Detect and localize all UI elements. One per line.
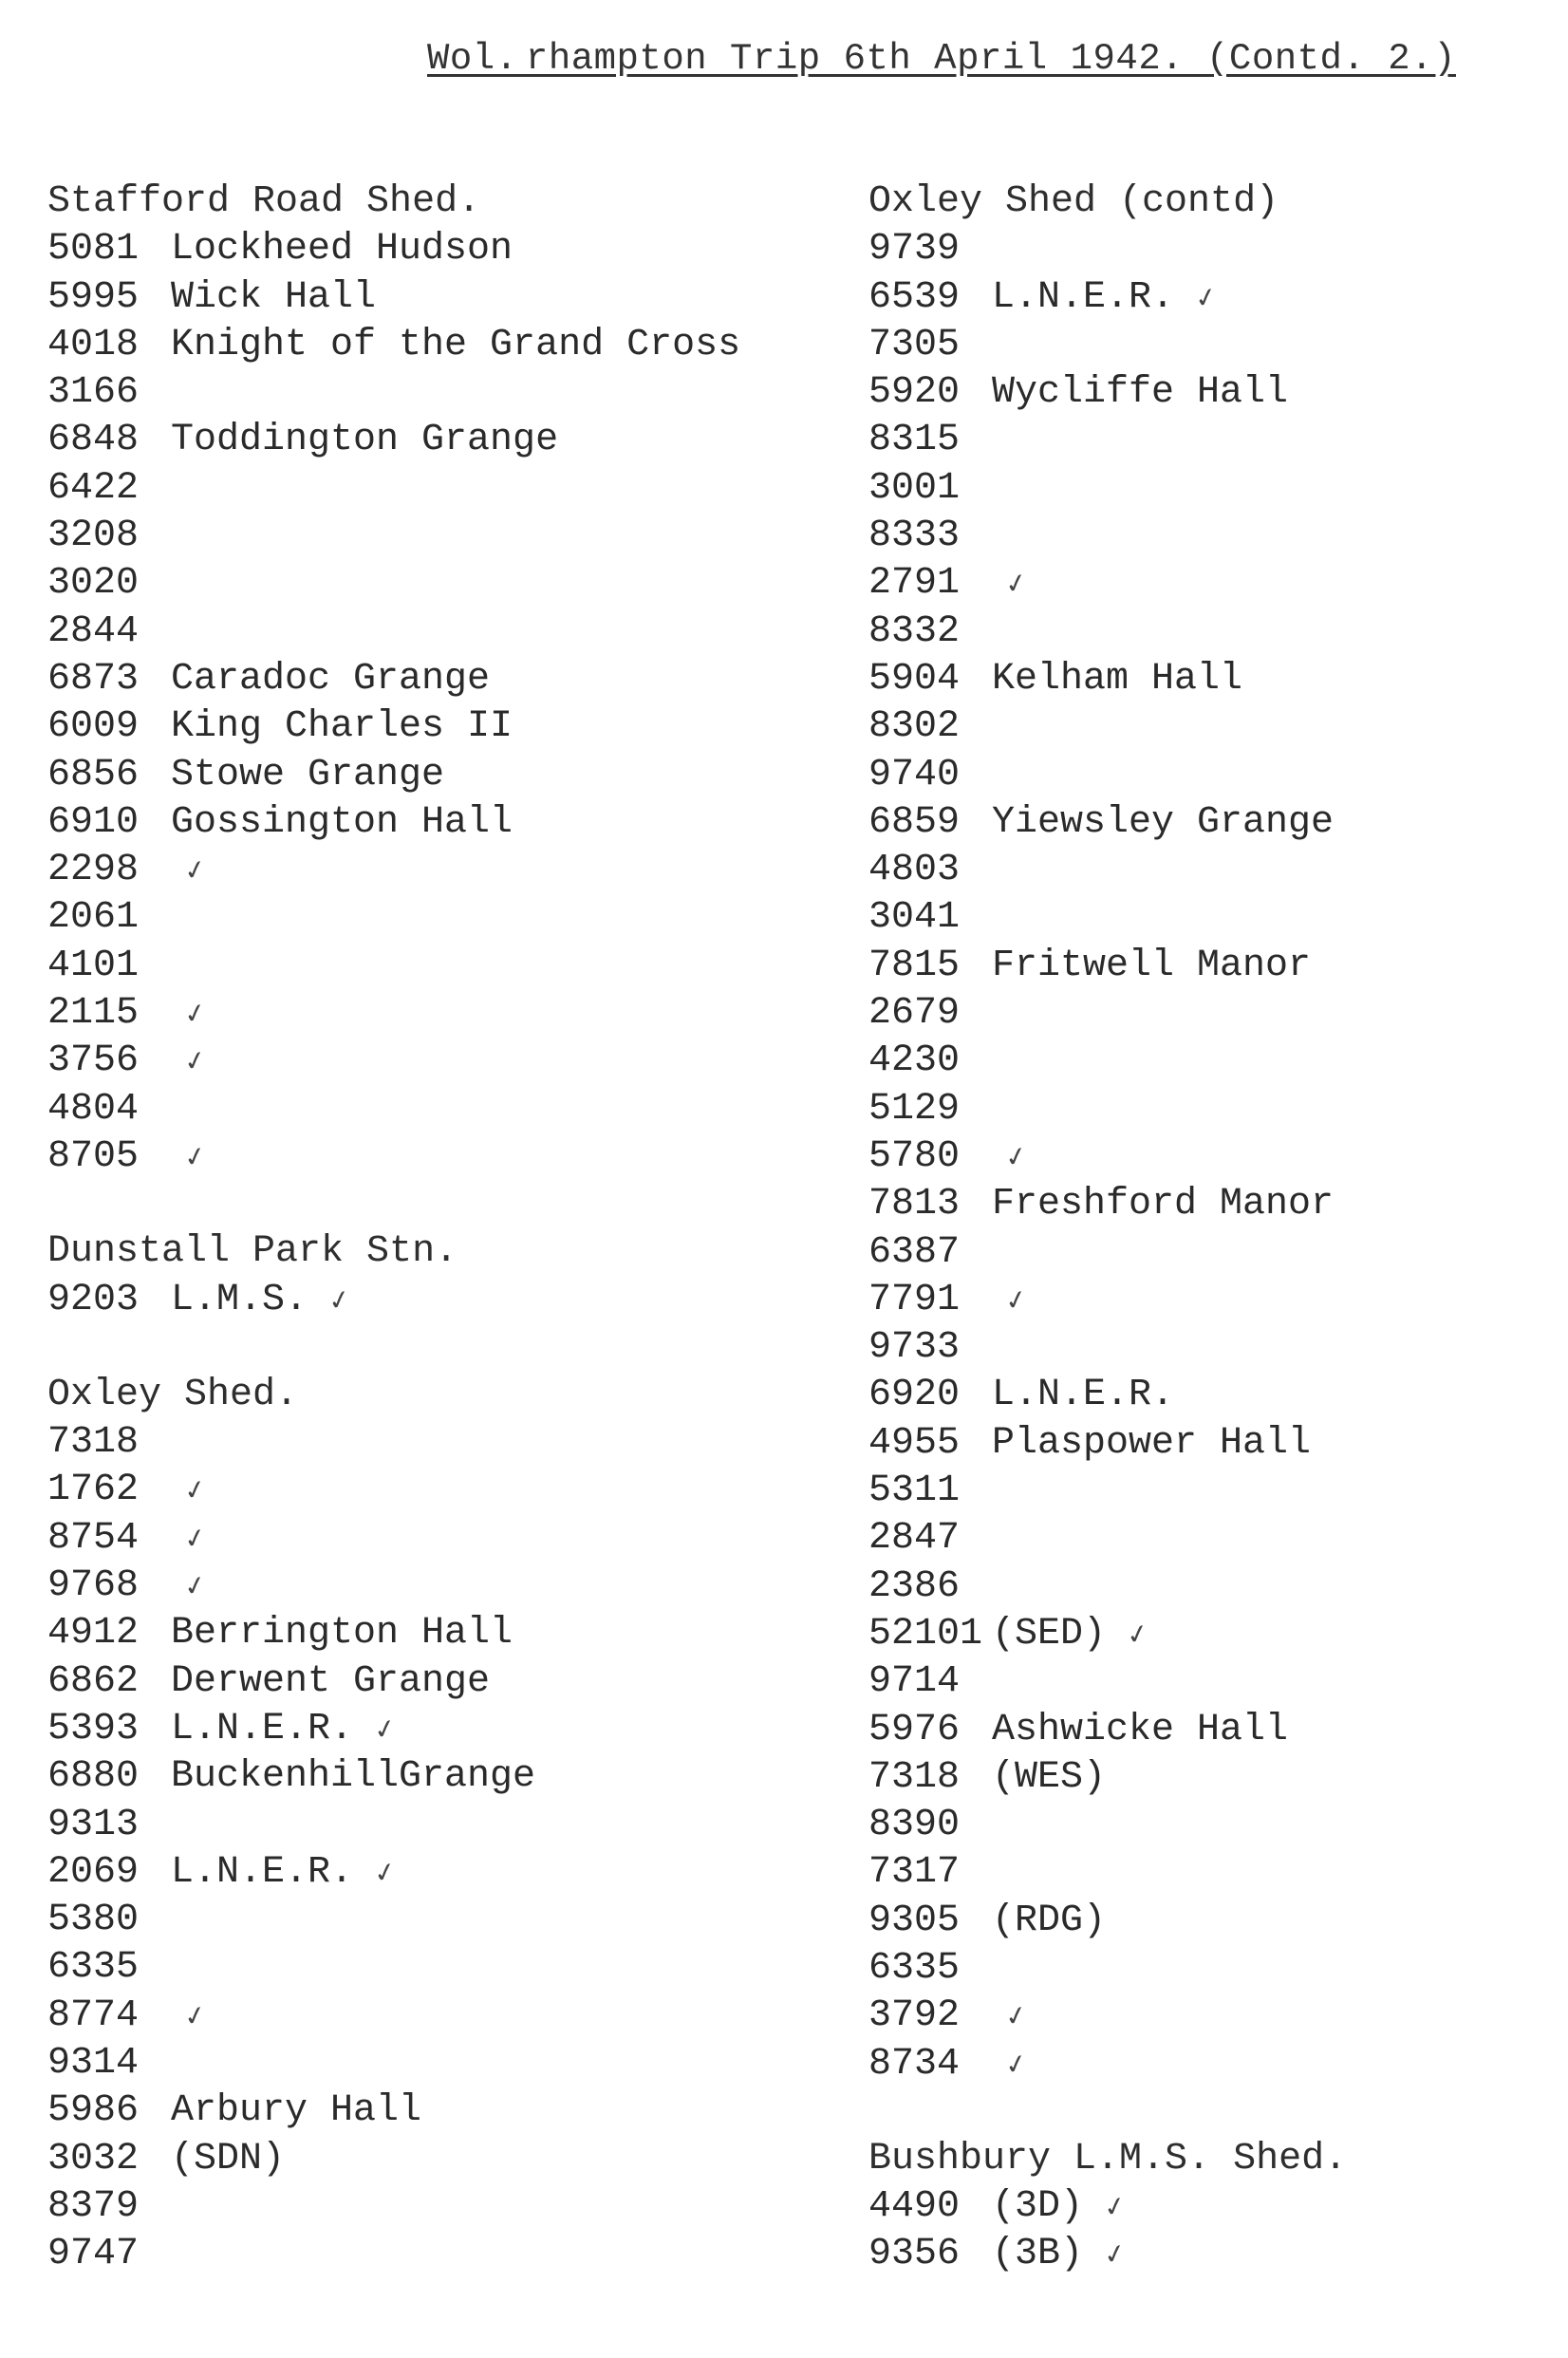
locomotive-entry bbox=[868, 943, 1568, 990]
tick-mark-icon: ✓ bbox=[180, 1567, 210, 1604]
locomotive-number: 2298 bbox=[47, 849, 140, 892]
locomotive-name: Freshford Manor bbox=[992, 1183, 1335, 1226]
locomotive-entry bbox=[868, 369, 1568, 417]
locomotive-number: 1762 bbox=[47, 1469, 140, 1512]
locomotive-entry bbox=[868, 465, 1568, 513]
locomotive-name: Toddington Grange bbox=[171, 419, 559, 462]
section-heading: Oxley Shed (contd) bbox=[868, 180, 1279, 223]
locomotive-number: 7815 bbox=[868, 944, 961, 987]
locomotive-number: 3792 bbox=[868, 1994, 961, 2038]
tick-mark-icon: ✓ bbox=[1001, 1138, 1031, 1175]
locomotive-entry bbox=[868, 656, 1568, 703]
locomotive-number: 6859 bbox=[868, 800, 961, 844]
tick-mark-icon: ✓ bbox=[370, 1854, 400, 1890]
locomotive-entry bbox=[47, 2087, 788, 2135]
locomotive-name: L.N.E.R. bbox=[171, 1707, 354, 1750]
tick-mark-icon: ✓ bbox=[180, 1520, 210, 1556]
locomotive-number: 5904 bbox=[868, 657, 961, 701]
locomotive-number: 9305 bbox=[868, 1899, 961, 1942]
locomotive-name: L.N.E.R. bbox=[171, 1850, 354, 1894]
locomotive-number: 4955 bbox=[868, 1421, 961, 1465]
locomotive-number: 5995 bbox=[47, 275, 140, 319]
locomotive-name: (3D) bbox=[992, 2185, 1084, 2229]
locomotive-number: 6335 bbox=[47, 1946, 140, 1990]
locomotive-number: 7813 bbox=[868, 1183, 961, 1226]
locomotive-name: Plaspower Hall bbox=[992, 1421, 1312, 1465]
locomotive-number: 2844 bbox=[47, 609, 140, 653]
locomotive-entry bbox=[47, 1038, 788, 1085]
locomotive-entry bbox=[868, 274, 1568, 322]
locomotive-number: 8315 bbox=[868, 419, 961, 462]
locomotive-entry bbox=[868, 2183, 1568, 2231]
locomotive-entry bbox=[47, 1610, 788, 1657]
locomotive-entry bbox=[868, 513, 1568, 560]
tick-mark-icon: ✓ bbox=[1001, 2046, 1031, 2082]
locomotive-entry bbox=[868, 1993, 1568, 2040]
locomotive-entry bbox=[868, 1849, 1568, 1897]
locomotive-number: 4490 bbox=[868, 2185, 961, 2229]
locomotive-entry bbox=[868, 1658, 1568, 1706]
locomotive-entry bbox=[868, 1802, 1568, 1849]
locomotive-entry bbox=[47, 990, 788, 1038]
locomotive-number: 4804 bbox=[47, 1087, 140, 1131]
locomotive-entry bbox=[868, 1611, 1568, 1658]
locomotive-number: 3041 bbox=[868, 896, 961, 940]
locomotive-number: 7305 bbox=[868, 323, 961, 366]
tick-mark-icon: ✓ bbox=[1191, 279, 1221, 315]
section-heading: Oxley Shed. bbox=[47, 1373, 299, 1416]
locomotive-number: 8754 bbox=[47, 1516, 140, 1560]
right-column bbox=[868, 178, 1568, 2279]
locomotive-number: 3166 bbox=[47, 371, 140, 415]
locomotive-entry bbox=[47, 417, 788, 464]
locomotive-entry bbox=[868, 560, 1568, 608]
locomotive-name: Ashwicke Hall bbox=[992, 1708, 1289, 1751]
locomotive-entry bbox=[47, 369, 788, 417]
locomotive-number: 5081 bbox=[47, 228, 140, 271]
locomotive-entry bbox=[47, 799, 788, 847]
locomotive-name: Wick Hall bbox=[171, 275, 377, 319]
locomotive-number: 52101 bbox=[868, 1612, 983, 1656]
locomotive-entry bbox=[47, 1467, 788, 1514]
locomotive-entry bbox=[47, 752, 788, 799]
locomotive-name: Gossington Hall bbox=[171, 800, 513, 844]
locomotive-name: L.M.S. bbox=[171, 1278, 308, 1321]
locomotive-entry bbox=[47, 1802, 788, 1849]
tick-mark-icon: ✓ bbox=[1001, 1998, 1031, 2034]
section-bushbury-l-m-s-shed bbox=[868, 2136, 1568, 2279]
locomotive-number: 5920 bbox=[868, 371, 961, 415]
tick-mark-icon: ✓ bbox=[180, 852, 210, 889]
locomotive-entry bbox=[868, 847, 1568, 894]
locomotive-name: L.N.E.R. bbox=[992, 1374, 1175, 1417]
locomotive-number: 8302 bbox=[868, 705, 961, 749]
locomotive-number: 4101 bbox=[47, 944, 140, 987]
tick-mark-icon: ✓ bbox=[1001, 566, 1031, 602]
locomotive-number: 6422 bbox=[47, 466, 140, 510]
locomotive-entry bbox=[868, 1324, 1568, 1372]
locomotive-number: 3020 bbox=[47, 562, 140, 606]
locomotive-number: 9313 bbox=[47, 1803, 140, 1846]
locomotive-number: 6856 bbox=[47, 753, 140, 796]
locomotive-entry bbox=[47, 2183, 788, 2231]
locomotive-entry bbox=[868, 1038, 1568, 1085]
locomotive-entry bbox=[47, 2231, 788, 2278]
locomotive-name: (WES) bbox=[992, 1755, 1107, 1799]
locomotive-number: 5129 bbox=[868, 1087, 961, 1131]
locomotive-entry bbox=[47, 560, 788, 608]
section-dunstall-park-stn bbox=[47, 1228, 788, 1324]
locomotive-entry bbox=[868, 1277, 1568, 1324]
locomotive-entry bbox=[868, 1086, 1568, 1133]
locomotive-entry bbox=[868, 1133, 1568, 1181]
locomotive-number: 4912 bbox=[47, 1612, 140, 1656]
locomotive-entry bbox=[47, 2040, 788, 2087]
left-column bbox=[47, 178, 788, 2278]
locomotive-number: 7318 bbox=[868, 1755, 961, 1799]
locomotive-entry bbox=[47, 847, 788, 894]
section-stafford-road-shed bbox=[47, 178, 788, 1181]
locomotive-number: 3756 bbox=[47, 1039, 140, 1083]
locomotive-number: 3032 bbox=[47, 2137, 140, 2180]
locomotive-number: 7318 bbox=[47, 1421, 140, 1465]
locomotive-name: (SED) bbox=[992, 1612, 1107, 1656]
locomotive-number: 5380 bbox=[47, 1899, 140, 1942]
locomotive-number: 9740 bbox=[868, 753, 961, 796]
tick-mark-icon: ✓ bbox=[1100, 2189, 1129, 2225]
locomotive-entry bbox=[47, 894, 788, 942]
locomotive-name: L.N.E.R. bbox=[992, 275, 1175, 319]
locomotive-name: Arbury Hall bbox=[171, 2089, 422, 2133]
locomotive-entry bbox=[868, 894, 1568, 942]
locomotive-entry bbox=[47, 465, 788, 513]
locomotive-number: 8734 bbox=[868, 2042, 961, 2086]
locomotive-entry bbox=[868, 1181, 1568, 1228]
locomotive-entry bbox=[47, 656, 788, 703]
locomotive-number: 6920 bbox=[868, 1374, 961, 1417]
locomotive-entry bbox=[47, 513, 788, 560]
tick-mark-icon: ✓ bbox=[1001, 1282, 1031, 1318]
locomotive-number: 5986 bbox=[47, 2089, 140, 2133]
locomotive-number: 9203 bbox=[47, 1278, 140, 1321]
locomotive-number: 6539 bbox=[868, 275, 961, 319]
locomotive-number: 2386 bbox=[868, 1564, 961, 1608]
locomotive-number: 4230 bbox=[868, 1039, 961, 1083]
tick-mark-icon: ✓ bbox=[325, 1282, 354, 1318]
locomotive-entry bbox=[47, 1086, 788, 1133]
locomotive-name: Kelham Hall bbox=[992, 657, 1243, 701]
page-title: Wol. rhampton Trip 6th April 1942. (Contd. 2.) bbox=[427, 38, 1456, 80]
locomotive-name: (SDN) bbox=[171, 2137, 286, 2180]
locomotive-number: 2847 bbox=[868, 1517, 961, 1561]
locomotive-entry bbox=[47, 1515, 788, 1563]
locomotive-name: (3B) bbox=[992, 2233, 1084, 2276]
locomotive-entry bbox=[47, 1419, 788, 1467]
locomotive-name: King Charles II bbox=[171, 705, 513, 749]
section-oxley-shed bbox=[47, 1372, 788, 2279]
locomotive-number: 8705 bbox=[47, 1134, 140, 1178]
section-oxley-shed-contd bbox=[868, 178, 1568, 2088]
locomotive-entry bbox=[868, 752, 1568, 799]
tick-mark-icon: ✓ bbox=[180, 1997, 210, 2033]
locomotive-number: 8390 bbox=[868, 1804, 961, 1847]
locomotive-number: 2115 bbox=[47, 992, 140, 1036]
tick-mark-icon: ✓ bbox=[1123, 1616, 1152, 1652]
locomotive-name: Caradoc Grange bbox=[171, 657, 491, 701]
locomotive-entry bbox=[47, 608, 788, 656]
locomotive-entry bbox=[47, 1753, 788, 1801]
locomotive-entry bbox=[868, 990, 1568, 1038]
locomotive-entry bbox=[47, 1277, 788, 1324]
locomotive-entry bbox=[47, 274, 788, 322]
locomotive-entry bbox=[868, 322, 1568, 369]
locomotive-entry bbox=[868, 703, 1568, 751]
locomotive-number: 8333 bbox=[868, 515, 961, 558]
locomotive-entry bbox=[868, 1420, 1568, 1468]
locomotive-entry bbox=[47, 1706, 788, 1753]
section-heading: Stafford Road Shed. bbox=[47, 180, 481, 223]
locomotive-number: 9739 bbox=[868, 228, 961, 271]
locomotive-number: 7791 bbox=[868, 1278, 961, 1321]
locomotive-entry bbox=[868, 1707, 1568, 1754]
locomotive-number: 5311 bbox=[868, 1469, 961, 1513]
locomotive-number: 3208 bbox=[47, 515, 140, 558]
locomotive-entry bbox=[868, 1563, 1568, 1611]
locomotive-number: 9747 bbox=[47, 2233, 140, 2276]
locomotive-number: 5976 bbox=[868, 1708, 961, 1751]
locomotive-entry bbox=[868, 1229, 1568, 1277]
locomotive-entry bbox=[868, 226, 1568, 273]
locomotive-number: 8379 bbox=[47, 2184, 140, 2228]
locomotive-entry bbox=[47, 943, 788, 990]
locomotive-name: Yiewsley Grange bbox=[992, 800, 1335, 844]
locomotive-name: Stowe Grange bbox=[171, 753, 445, 796]
locomotive-number: 2791 bbox=[868, 562, 961, 606]
locomotive-number: 3001 bbox=[868, 466, 961, 510]
locomotive-name: Lockheed Hudson bbox=[171, 228, 513, 271]
tick-mark-icon: ✓ bbox=[180, 1138, 210, 1175]
locomotive-entry bbox=[868, 1372, 1568, 1419]
locomotive-entry bbox=[47, 1897, 788, 1944]
locomotive-name: Derwent Grange bbox=[171, 1659, 491, 1703]
locomotive-entry bbox=[47, 2136, 788, 2183]
locomotive-number: 8332 bbox=[868, 609, 961, 653]
locomotive-number: 6862 bbox=[47, 1659, 140, 1703]
locomotive-entry bbox=[47, 226, 788, 273]
tick-mark-icon: ✓ bbox=[180, 1043, 210, 1079]
locomotive-entry bbox=[868, 1515, 1568, 1563]
locomotive-number: 6848 bbox=[47, 419, 140, 462]
locomotive-number: 6873 bbox=[47, 657, 140, 701]
locomotive-number: 5780 bbox=[868, 1134, 961, 1178]
tick-mark-icon: ✓ bbox=[370, 1711, 400, 1747]
locomotive-entry bbox=[868, 608, 1568, 656]
locomotive-name: BuckenhillGrange bbox=[171, 1755, 536, 1799]
locomotive-number: 6910 bbox=[47, 800, 140, 844]
locomotive-number: 6387 bbox=[868, 1230, 961, 1274]
locomotive-entry bbox=[868, 1468, 1568, 1515]
locomotive-name: Wycliffe Hall bbox=[992, 371, 1289, 415]
locomotive-entry bbox=[868, 1754, 1568, 1802]
locomotive-number: 6335 bbox=[868, 1946, 961, 1990]
locomotive-number: 9733 bbox=[868, 1326, 961, 1370]
locomotive-number: 2679 bbox=[868, 992, 961, 1036]
locomotive-name: (RDG) bbox=[992, 1899, 1107, 1942]
locomotive-number: 5393 bbox=[47, 1707, 140, 1750]
locomotive-number: 2061 bbox=[47, 896, 140, 940]
locomotive-entry bbox=[47, 1849, 788, 1897]
locomotive-number: 4803 bbox=[868, 849, 961, 892]
locomotive-number: 6880 bbox=[47, 1755, 140, 1799]
locomotive-number: 6009 bbox=[47, 705, 140, 749]
locomotive-entry bbox=[868, 1945, 1568, 1993]
locomotive-number: 7317 bbox=[868, 1851, 961, 1895]
section-heading: Bushbury L.M.S. Shed. bbox=[868, 2137, 1348, 2180]
locomotive-entry bbox=[47, 1658, 788, 1706]
locomotive-number: 9314 bbox=[47, 2041, 140, 2085]
tick-mark-icon: ✓ bbox=[180, 1472, 210, 1508]
tick-mark-icon: ✓ bbox=[180, 995, 210, 1032]
locomotive-number: 8774 bbox=[47, 1993, 140, 2037]
locomotive-entry bbox=[868, 2041, 1568, 2088]
section-heading: Dunstall Park Stn. bbox=[47, 1230, 458, 1274]
locomotive-entry bbox=[47, 1133, 788, 1181]
locomotive-entry bbox=[47, 703, 788, 751]
tick-mark-icon: ✓ bbox=[1100, 2236, 1129, 2273]
locomotive-number: 9714 bbox=[868, 1660, 961, 1704]
locomotive-entry bbox=[868, 1898, 1568, 1945]
locomotive-entry bbox=[47, 1993, 788, 2040]
locomotive-entry bbox=[868, 2231, 1568, 2278]
locomotive-number: 4018 bbox=[47, 323, 140, 366]
locomotive-number: 9768 bbox=[47, 1564, 140, 1608]
locomotive-name: Fritwell Manor bbox=[992, 944, 1312, 987]
locomotive-entry bbox=[868, 799, 1568, 847]
locomotive-entry bbox=[47, 322, 788, 369]
locomotive-number: 9356 bbox=[868, 2233, 961, 2276]
locomotive-entry bbox=[47, 1944, 788, 1992]
locomotive-name: Berrington Hall bbox=[171, 1612, 513, 1656]
locomotive-name: Knight of the Grand Cross bbox=[171, 323, 741, 366]
locomotive-entry bbox=[47, 1563, 788, 1610]
locomotive-entry bbox=[868, 417, 1568, 464]
locomotive-number: 2069 bbox=[47, 1850, 140, 1894]
